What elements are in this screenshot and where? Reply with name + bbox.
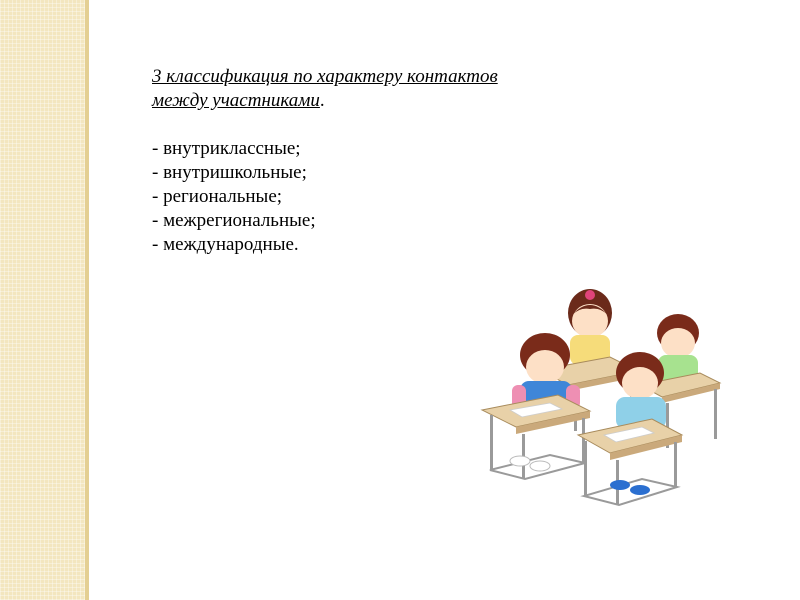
desk-front-right xyxy=(578,419,682,505)
heading-line-1: 3 классификация по характеру контактов xyxy=(152,66,498,87)
list-item: - региональные; xyxy=(152,186,283,207)
decorative-side-edge xyxy=(85,0,89,600)
student-back-left xyxy=(568,289,612,365)
classroom-students-clipart xyxy=(470,285,730,515)
slide-heading xyxy=(152,65,712,113)
decorative-side-band xyxy=(0,0,85,600)
slide-content xyxy=(152,65,712,257)
heading-line-2: между участниками xyxy=(152,90,320,111)
list-item: - межрегиональные; xyxy=(152,210,316,231)
heading-period: . xyxy=(319,90,325,111)
list-item: - международные. xyxy=(152,234,299,255)
list-item: - внутриклассные; xyxy=(152,138,301,159)
classification-list xyxy=(152,137,712,257)
desk-front-left xyxy=(482,395,590,479)
list-item: - внутришкольные; xyxy=(152,162,307,183)
